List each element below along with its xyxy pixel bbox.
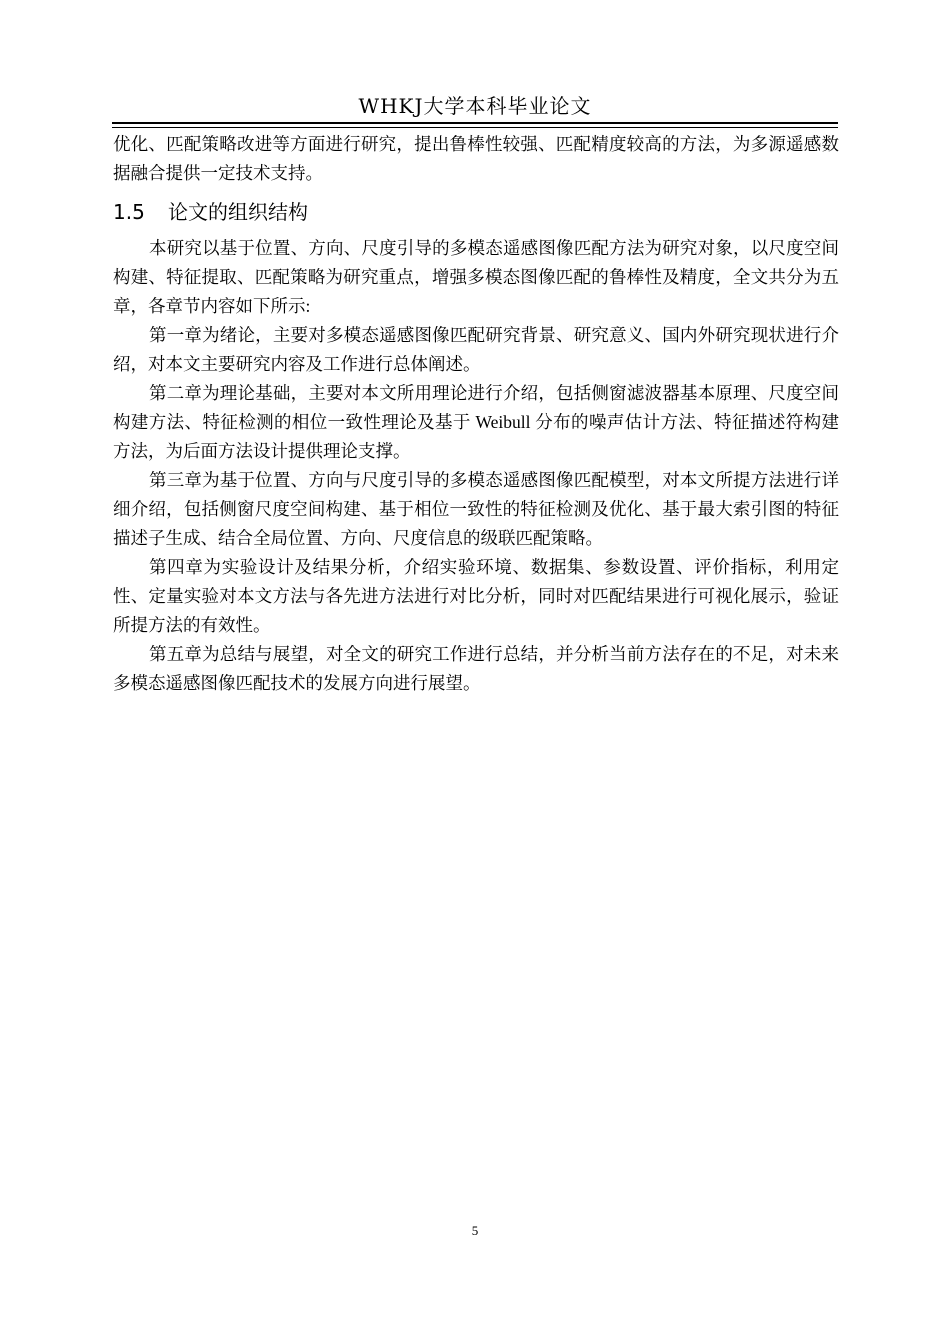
page-number: 5 [471, 1223, 479, 1238]
continuation-paragraph: 优化、匹配策略改进等方面进行研究，提出鲁棒性较强、匹配精度较高的方法，为多源遥感数据融合提供一定技术支持。 [113, 134, 839, 183]
chapter-1-paragraph: 第一章为绪论，主要对多模态遥感图像匹配研究背景、研究意义、国内外研究现状进行介绍，对本文主要研究内容及工作进行总体阐述。 [113, 325, 839, 374]
section-heading [113, 196, 839, 228]
chapter-4-paragraph: 第四章为实验设计及结果分析，介绍实验环境、数据集、参数设置、评价指标，利用定性、定量实验对本文方法与各先进方法进行对比分析，同时对匹配结果进行可视化展示，验证所提方法的有效性。 [113, 557, 839, 635]
chapter-3-paragraph: 第三章为基于位置、方向与尺度引导的多模态遥感图像匹配模型，对本文所提方法进行详细介绍，包括侧窗尺度空间构建、基于相位一致性的特征检测及优化、基于最大索引图的特征描述子生成、结合全局位置、方向、尺度信息的级联匹配策略。 [113, 470, 839, 548]
chapter-2-paragraph: 第二章为理论基础，主要对本文所用理论进行介绍，包括侧窗滤波器基本原理、尺度空间构建方法、特征检测的相位一致性理论及基于 Weibull 分布的噪声估计方法、特征描述符构建方法，为后面方法设计提供理论支撑。 [113, 383, 839, 461]
header-rule-thick [112, 122, 838, 124]
chapter-5-paragraph: 第五章为总结与展望，对全文的研究工作进行总结，并分析当前方法存在的不足，对未来多模态遥感图像匹配技术的发展方向进行展望。 [113, 644, 839, 693]
header-rule-thin [112, 127, 838, 128]
running-header: WHKJ大学本科毕业论文 [358, 94, 592, 118]
document-body [113, 130, 839, 698]
intro-paragraph: 本研究以基于位置、方向、尺度引导的多模态遥感图像匹配方法为研究对象，以尺度空间构建、特征提取、匹配策略为研究重点，增强多模态图像匹配的鲁棒性及精度，全文共分为五章，各章节内容如下所示: [113, 238, 839, 316]
section-number: 1.5 [113, 200, 145, 224]
section-title: 论文的组织结构 [168, 200, 308, 224]
